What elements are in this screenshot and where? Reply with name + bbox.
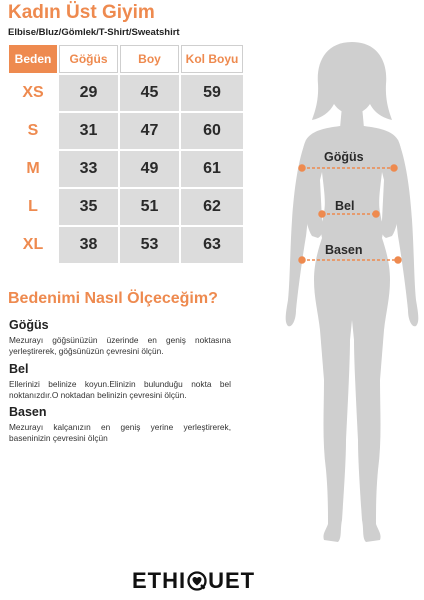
- bel-marker-right: [373, 211, 379, 217]
- kol-boyu-value: 62: [181, 189, 243, 225]
- guide-title: Bedenimi Nasıl Ölçeceğim?: [8, 290, 218, 307]
- table-row: [9, 75, 243, 111]
- figure-label-basen: Basen: [325, 243, 363, 257]
- kol-boyu-value: 61: [181, 151, 243, 187]
- gogus-value: 38: [59, 227, 118, 263]
- guide-text-gogus: Mezurayı göğsünüzün üzerinde en geniş noktasına yerleştirerek, göğsünüzün çevresini ölçün.: [9, 335, 231, 356]
- gogus-marker-right: [391, 165, 397, 171]
- header-kol-boyu: Kol Boyu: [181, 45, 243, 73]
- table-row: [9, 151, 243, 187]
- boy-value: 45: [120, 75, 179, 111]
- brand-logo: [132, 568, 255, 594]
- size-label: M: [9, 151, 57, 187]
- table-row: [9, 227, 243, 263]
- guide-term-bel: Bel: [9, 362, 29, 376]
- table-header-row: [9, 45, 243, 73]
- guide-term-gogus: Göğüs: [9, 318, 49, 332]
- heart-icon: [187, 571, 207, 591]
- gogus-value: 29: [59, 75, 118, 111]
- header-beden: Beden: [9, 45, 57, 73]
- gogus-value: 35: [59, 189, 118, 225]
- kol-boyu-value: 59: [181, 75, 243, 111]
- boy-value: 47: [120, 113, 179, 149]
- basen-marker-left: [299, 257, 305, 263]
- boy-value: 49: [120, 151, 179, 187]
- header-gogus: Göğüs: [59, 45, 118, 73]
- figure-label-gogus: Göğüs: [324, 150, 364, 164]
- table-row: [9, 113, 243, 149]
- kol-boyu-value: 63: [181, 227, 243, 263]
- header-boy: Boy: [120, 45, 179, 73]
- brand-left: ETHI: [132, 568, 187, 593]
- size-label: L: [9, 189, 57, 225]
- boy-value: 51: [120, 189, 179, 225]
- boy-value: 53: [120, 227, 179, 263]
- table-row: [9, 189, 243, 225]
- guide-text-bel: Ellerinizi belinize koyun.Elinizin bulunduğu nokta bel noktanızdır.O noktadan belinizin çevresini ölçün.: [9, 379, 231, 400]
- size-label: S: [9, 113, 57, 149]
- guide-text-basen: Mezurayı kalçanızın en geniş yerine yerleştirerek, baseninizin çevresini ölçün: [9, 422, 231, 443]
- size-label: XL: [9, 227, 57, 263]
- gogus-marker-left: [299, 165, 305, 171]
- page-subtitle: Elbise/Bluz/Gömlek/T-Shirt/Sweatshirt: [8, 27, 180, 38]
- size-table: [7, 43, 245, 265]
- body-silhouette: [282, 40, 422, 550]
- brand-right: UET: [208, 568, 256, 593]
- gogus-value: 31: [59, 113, 118, 149]
- page-title: Kadın Üst Giyim: [8, 2, 155, 23]
- bel-marker-left: [319, 211, 325, 217]
- guide-term-basen: Basen: [9, 405, 47, 419]
- figure-label-bel: Bel: [335, 199, 355, 213]
- basen-marker-right: [395, 257, 401, 263]
- size-label: XS: [9, 75, 57, 111]
- kol-boyu-value: 60: [181, 113, 243, 149]
- gogus-value: 33: [59, 151, 118, 187]
